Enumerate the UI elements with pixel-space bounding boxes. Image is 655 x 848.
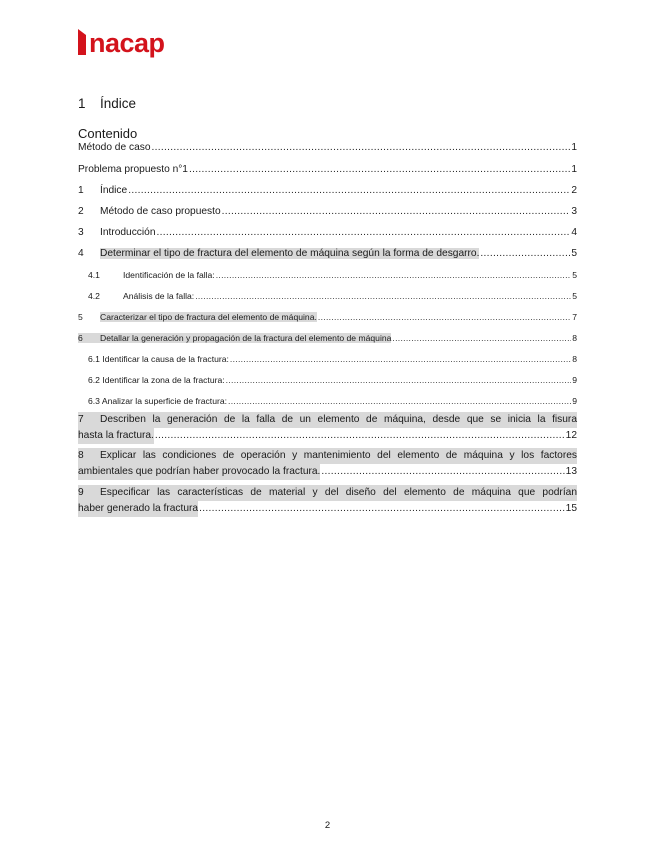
toc-entry-page: 1 [571, 164, 577, 175]
toc-entry-number: 7 [78, 414, 84, 425]
heading-title: Índice [100, 96, 137, 111]
toc-entry-text: Análisis de la falla: [123, 291, 195, 301]
toc-entry-page: 2 [571, 185, 577, 196]
toc-entry-text: Índice [100, 185, 128, 196]
toc-entry[interactable] [88, 354, 577, 364]
toc-entry[interactable] [78, 227, 577, 238]
toc-entry[interactable] [78, 164, 577, 175]
toc-entry-number: 8 [78, 450, 84, 461]
toc-entry-number: 2 [78, 206, 84, 217]
toc-entry[interactable] [88, 396, 577, 406]
toc-entry-page: 8 [572, 333, 577, 343]
toc-entry[interactable] [78, 185, 577, 196]
toc-entry[interactable] [78, 412, 577, 444]
toc-entry-text: 6.1 Identificar la causa de la fractura: [88, 354, 229, 364]
toc-entry-number: 3 [78, 227, 84, 238]
toc-entry-page: 5 [572, 270, 577, 280]
toc-entry[interactable] [78, 485, 577, 517]
toc-entry[interactable] [88, 291, 577, 301]
toc-entry-text: Problema propuesto n°1 [78, 164, 188, 175]
toc-entry[interactable] [78, 448, 577, 480]
toc-entry-number: 4.1 [88, 270, 100, 280]
toc-entry-page: 8 [572, 354, 577, 364]
toc-entry-page: 5 [572, 291, 577, 301]
heading-number: 1 [78, 96, 86, 111]
toc-entry-text: Método de caso propuesto [100, 206, 221, 217]
toc-entry-text: Detallar la generación y propagación de la fractura del elemento de máquina [100, 333, 392, 343]
section-heading [78, 96, 136, 111]
toc-entry-number: 4.2 [88, 291, 100, 301]
toc-entry-page: 12 [565, 430, 577, 441]
inacap-logo [78, 27, 165, 57]
toc-entry-text: Explicar las condiciones de operación y mantenimiento del elemento de máquina y los factores [100, 450, 577, 461]
toc-title: Contenido [78, 126, 138, 141]
toc-entry-number: 5 [78, 312, 83, 322]
toc-entry-text-cont: ambientales que podrían haber provocado la fractura. [78, 464, 320, 480]
toc-entry-page: 5 [571, 248, 577, 259]
toc-entry-text: Describen la generación de la falla de un elemento de máquina, desde que se inicia la fisura [100, 414, 577, 425]
toc-entry-number: 6 [78, 333, 100, 343]
toc-entry-text-cont: hasta la fractura. [78, 428, 154, 444]
toc-entry-text-cont: haber generado la fractura [78, 501, 198, 517]
toc-entry-page: 4 [571, 227, 577, 238]
logo-mark-icon [78, 29, 88, 55]
toc-entry-text: Método de caso [78, 142, 151, 153]
toc-entry-number: 1 [78, 185, 84, 196]
toc-entry-page: 7 [572, 312, 577, 322]
toc-entry-text: Caracterizar el tipo de fractura del elemento de máquina. [100, 312, 317, 322]
toc-entry[interactable] [88, 375, 577, 385]
toc-entry[interactable] [78, 142, 577, 153]
toc-entry-text: Especificar las características de material y del diseño del elemento de máquina que podrían [100, 487, 577, 498]
toc-entry-page: 15 [565, 503, 577, 514]
toc-entry[interactable] [78, 312, 577, 322]
toc-entry-text: Introducción [100, 227, 156, 238]
toc-entry-number: 9 [78, 487, 84, 498]
toc-entry[interactable] [78, 206, 577, 217]
toc-entry-text: 6.2 Identificar la zona de la fractura: [88, 375, 225, 385]
page-number: 2 [324, 820, 331, 831]
toc-entry-page: 1 [571, 142, 577, 153]
toc-entry-page: 3 [571, 206, 577, 217]
toc-entry-text: Determinar el tipo de fractura del elemento de máquina según la forma de desgarro. [100, 248, 480, 259]
toc-entry[interactable] [78, 333, 577, 343]
toc-entry-text: 6.3 Analizar la superficie de fractura: [88, 396, 228, 406]
toc-entry-number: 4 [78, 248, 84, 259]
toc-entry[interactable] [88, 270, 577, 280]
toc-entry-text: Identificación de la falla: [123, 270, 215, 280]
toc-entry[interactable] [78, 248, 577, 259]
logo-text: nacap [89, 28, 165, 58]
toc-entry-page: 9 [572, 396, 577, 406]
toc-entry-page: 9 [572, 375, 577, 385]
toc-entry-page: 13 [565, 466, 577, 477]
